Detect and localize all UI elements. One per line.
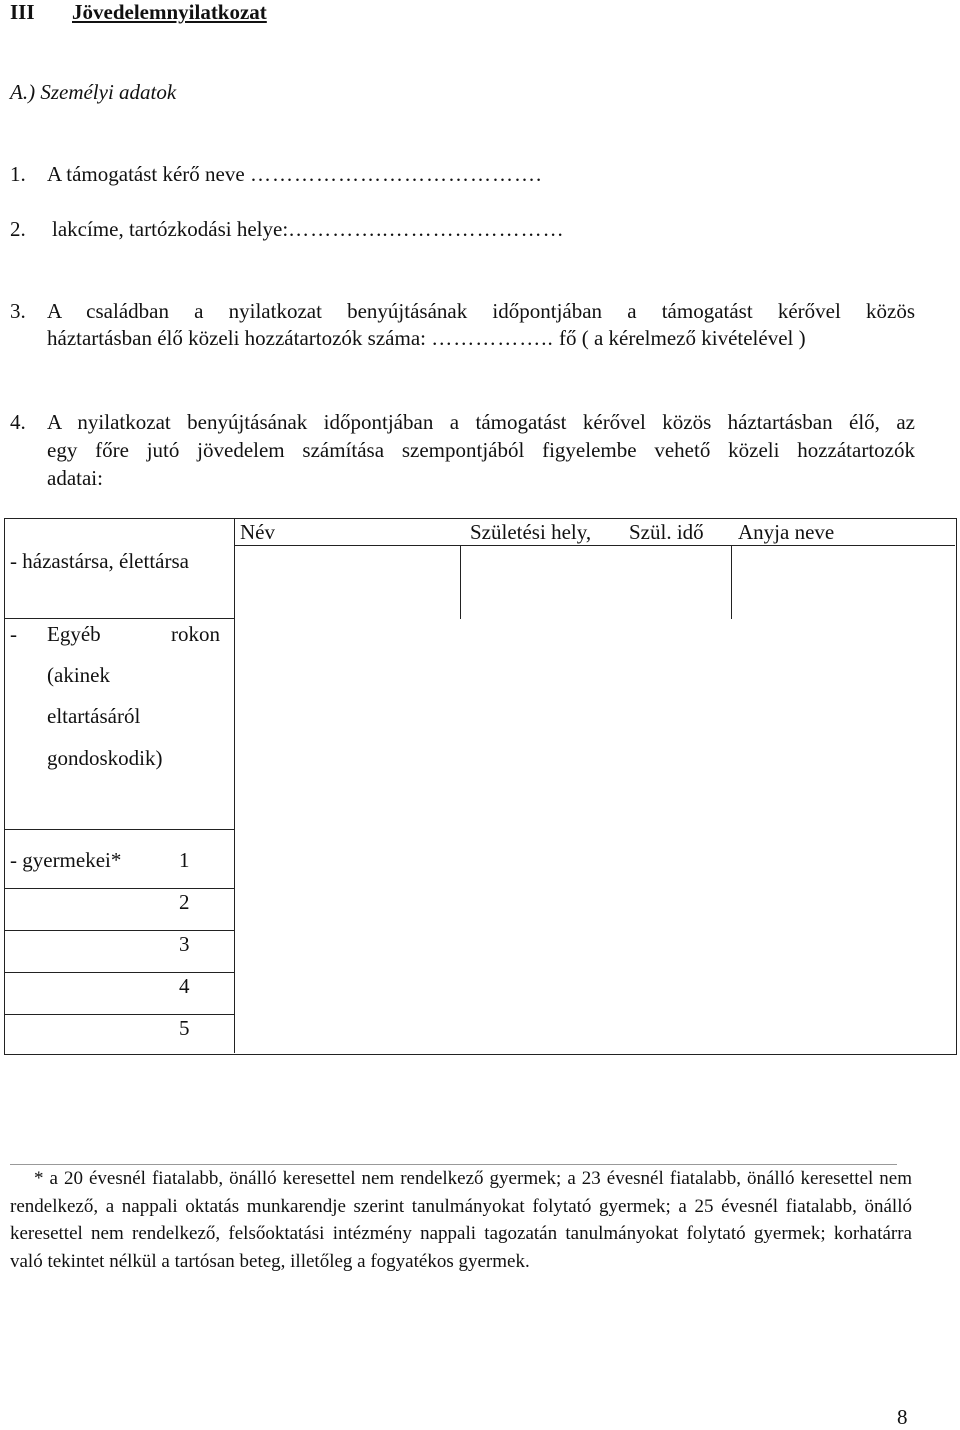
item-2-number: 2. [10, 217, 26, 241]
item-4 [0, 410, 960, 490]
header-name: Név [240, 520, 275, 544]
header-mother-name: Anyja neve [738, 520, 835, 544]
item-3-line-1: A családban a nyilatkozat benyújtásának időpontjában a támogatást kérővel közös [47, 299, 915, 323]
table-col-divider-1 [234, 519, 235, 1053]
table-row-rule-5 [5, 972, 234, 973]
item-3-line-2-suffix: fő ( a kérelmező kivételével ) [558, 326, 806, 350]
item-1-fill-dots[interactable]: …………………………………. [249, 162, 543, 186]
page-number: 8 [897, 1405, 908, 1429]
table-row-rule-3 [5, 888, 234, 889]
row-label-spouse: - házastársa, élettársa [10, 549, 189, 573]
item-3-fill-dots[interactable]: …………….. [431, 326, 554, 350]
child-number-5: 5 [179, 1016, 190, 1040]
item-1-label [47, 162, 542, 186]
table-col-divider-3 [731, 545, 732, 619]
footnote [10, 1165, 912, 1275]
item-4-line-2: egy főre jutó jövedelem számítása szempontjából figyelembe vehető közeli hozzátartozók [47, 438, 915, 462]
item-2-fill-dots[interactable]: …………..…………………… [288, 217, 565, 241]
row-label-other-1b: rokon [171, 622, 220, 646]
item-2-label [52, 217, 565, 241]
child-number-4: 4 [179, 974, 190, 998]
row-label-other-dash: - [10, 622, 17, 646]
table-row-rule-4 [5, 930, 234, 931]
table-row-rule-6 [5, 1014, 234, 1015]
row-label-other-1a: Egyéb [47, 622, 101, 646]
item-2-text: lakcíme, tartózkodási helye: [52, 217, 289, 241]
row-label-other-2: (akinek [47, 663, 110, 687]
row-label-other-4: gondoskodik) [47, 746, 163, 770]
table-row-rule-1 [5, 618, 234, 619]
item-3-number: 3. [10, 299, 26, 323]
section-number: III [10, 0, 35, 24]
table-row-rule-2 [5, 829, 234, 830]
item-4-line-1: A nyilatkozat benyújtásának időpontjában a támogatást kérővel közös háztartásban élő, az [47, 410, 915, 434]
child-number-3: 3 [179, 932, 190, 956]
footnote-text: * a 20 évesnél fiatalabb, önálló keresettel nem rendelkező gyermek; a 23 évesnél fiatalabb, önálló keresettel nem rendelkező, a nappali oktatás munkarendje szerint tanulmányokat folytató gyermek; a 25 évesnél fiatalabb, önálló keresettel nem rendelkező, felsőoktatási intézmény nappali tagozatán tanulmányokat folytató gyermek; korhatárra való tekintet nélkül a tartósan beteg, illetőleg a fogyatékos gyermek. [10, 1168, 912, 1272]
child-number-1: 1 [179, 848, 190, 872]
item-1-text: A támogatást kérő neve [47, 162, 245, 186]
item-4-number: 4. [10, 410, 26, 434]
item-4-line-3: adatai: [47, 466, 103, 490]
header-birth-place: Születési hely, [470, 520, 592, 544]
child-number-2: 2 [179, 890, 190, 914]
item-3-line-2 [47, 326, 806, 350]
section-heading [10, 0, 267, 25]
item-1-number: 1. [10, 162, 26, 186]
relatives-table [4, 518, 957, 1055]
row-label-children: - gyermekei* [10, 848, 122, 872]
table-col-divider-2 [460, 545, 461, 619]
row-label-other-3: eltartásáról [47, 704, 141, 728]
subsection-title: A.) Személyi adatok [10, 80, 177, 104]
section-title: Jövedelemnyilatkozat [72, 0, 267, 24]
item-3 [0, 299, 960, 359]
header-birth-date: Szül. idő [629, 520, 704, 544]
table-header-rule [234, 545, 955, 546]
item-3-line-2-text: háztartásban élő közeli hozzátartozók száma: [47, 326, 426, 350]
